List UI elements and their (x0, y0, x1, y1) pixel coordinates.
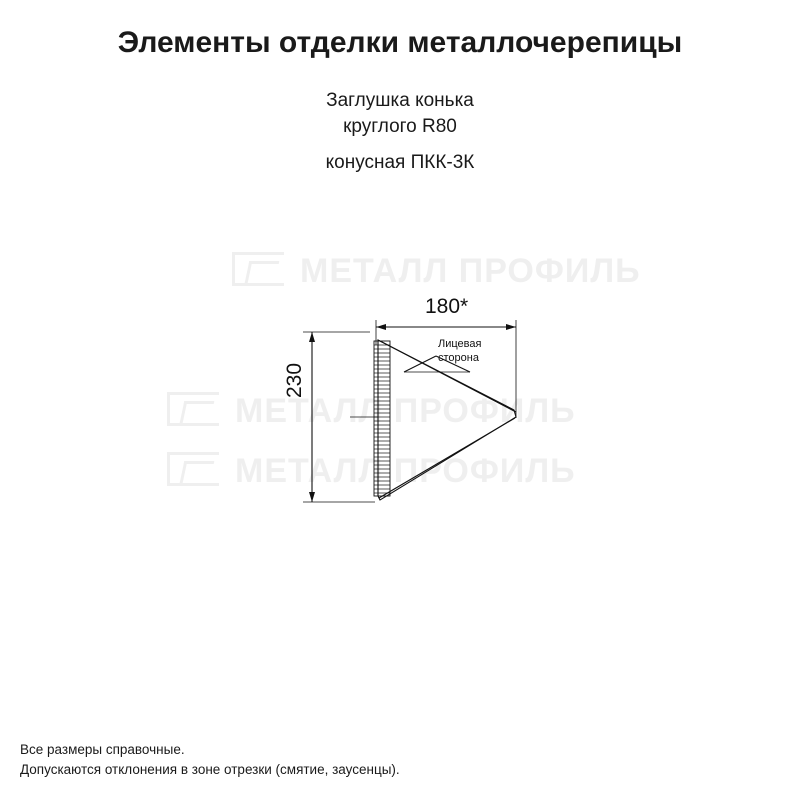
leader-line-1 (404, 356, 436, 372)
footer-line-1: Все размеры справочные. (20, 742, 185, 757)
flange-hatching (374, 345, 390, 493)
part-edge-lower (379, 418, 515, 498)
dimension-width-label: 180* (425, 295, 469, 318)
arrow-left (376, 324, 386, 330)
face-side-line-2: сторона (438, 352, 479, 364)
footer-notes (20, 740, 400, 780)
product-name-line-1: Заглушка конька (326, 90, 474, 111)
product-name-line-2: круглого R80 (343, 116, 457, 137)
page-title: Элементы отделки металлочерепицы (117, 26, 683, 59)
arrow-up (309, 332, 315, 342)
watermark-text-2: МЕТАЛЛ ПРОФИЛЬ (235, 392, 576, 430)
face-side-annotation (438, 337, 481, 365)
dimension-height-label: 230 (283, 362, 306, 398)
product-code-line: конусная ПКК-3К (325, 152, 475, 173)
face-side-line-1: Лицевая (438, 338, 482, 350)
arrow-down (309, 492, 315, 502)
arrow-right (506, 324, 516, 330)
watermark-text-1: МЕТАЛЛ ПРОФИЛЬ (300, 252, 641, 290)
watermark-text-3: МЕТАЛЛ ПРОФИЛЬ (235, 452, 576, 490)
footer-line-2: Допускаются отклонения в зоне отрезки (смятие, заусенцы). (20, 762, 400, 777)
